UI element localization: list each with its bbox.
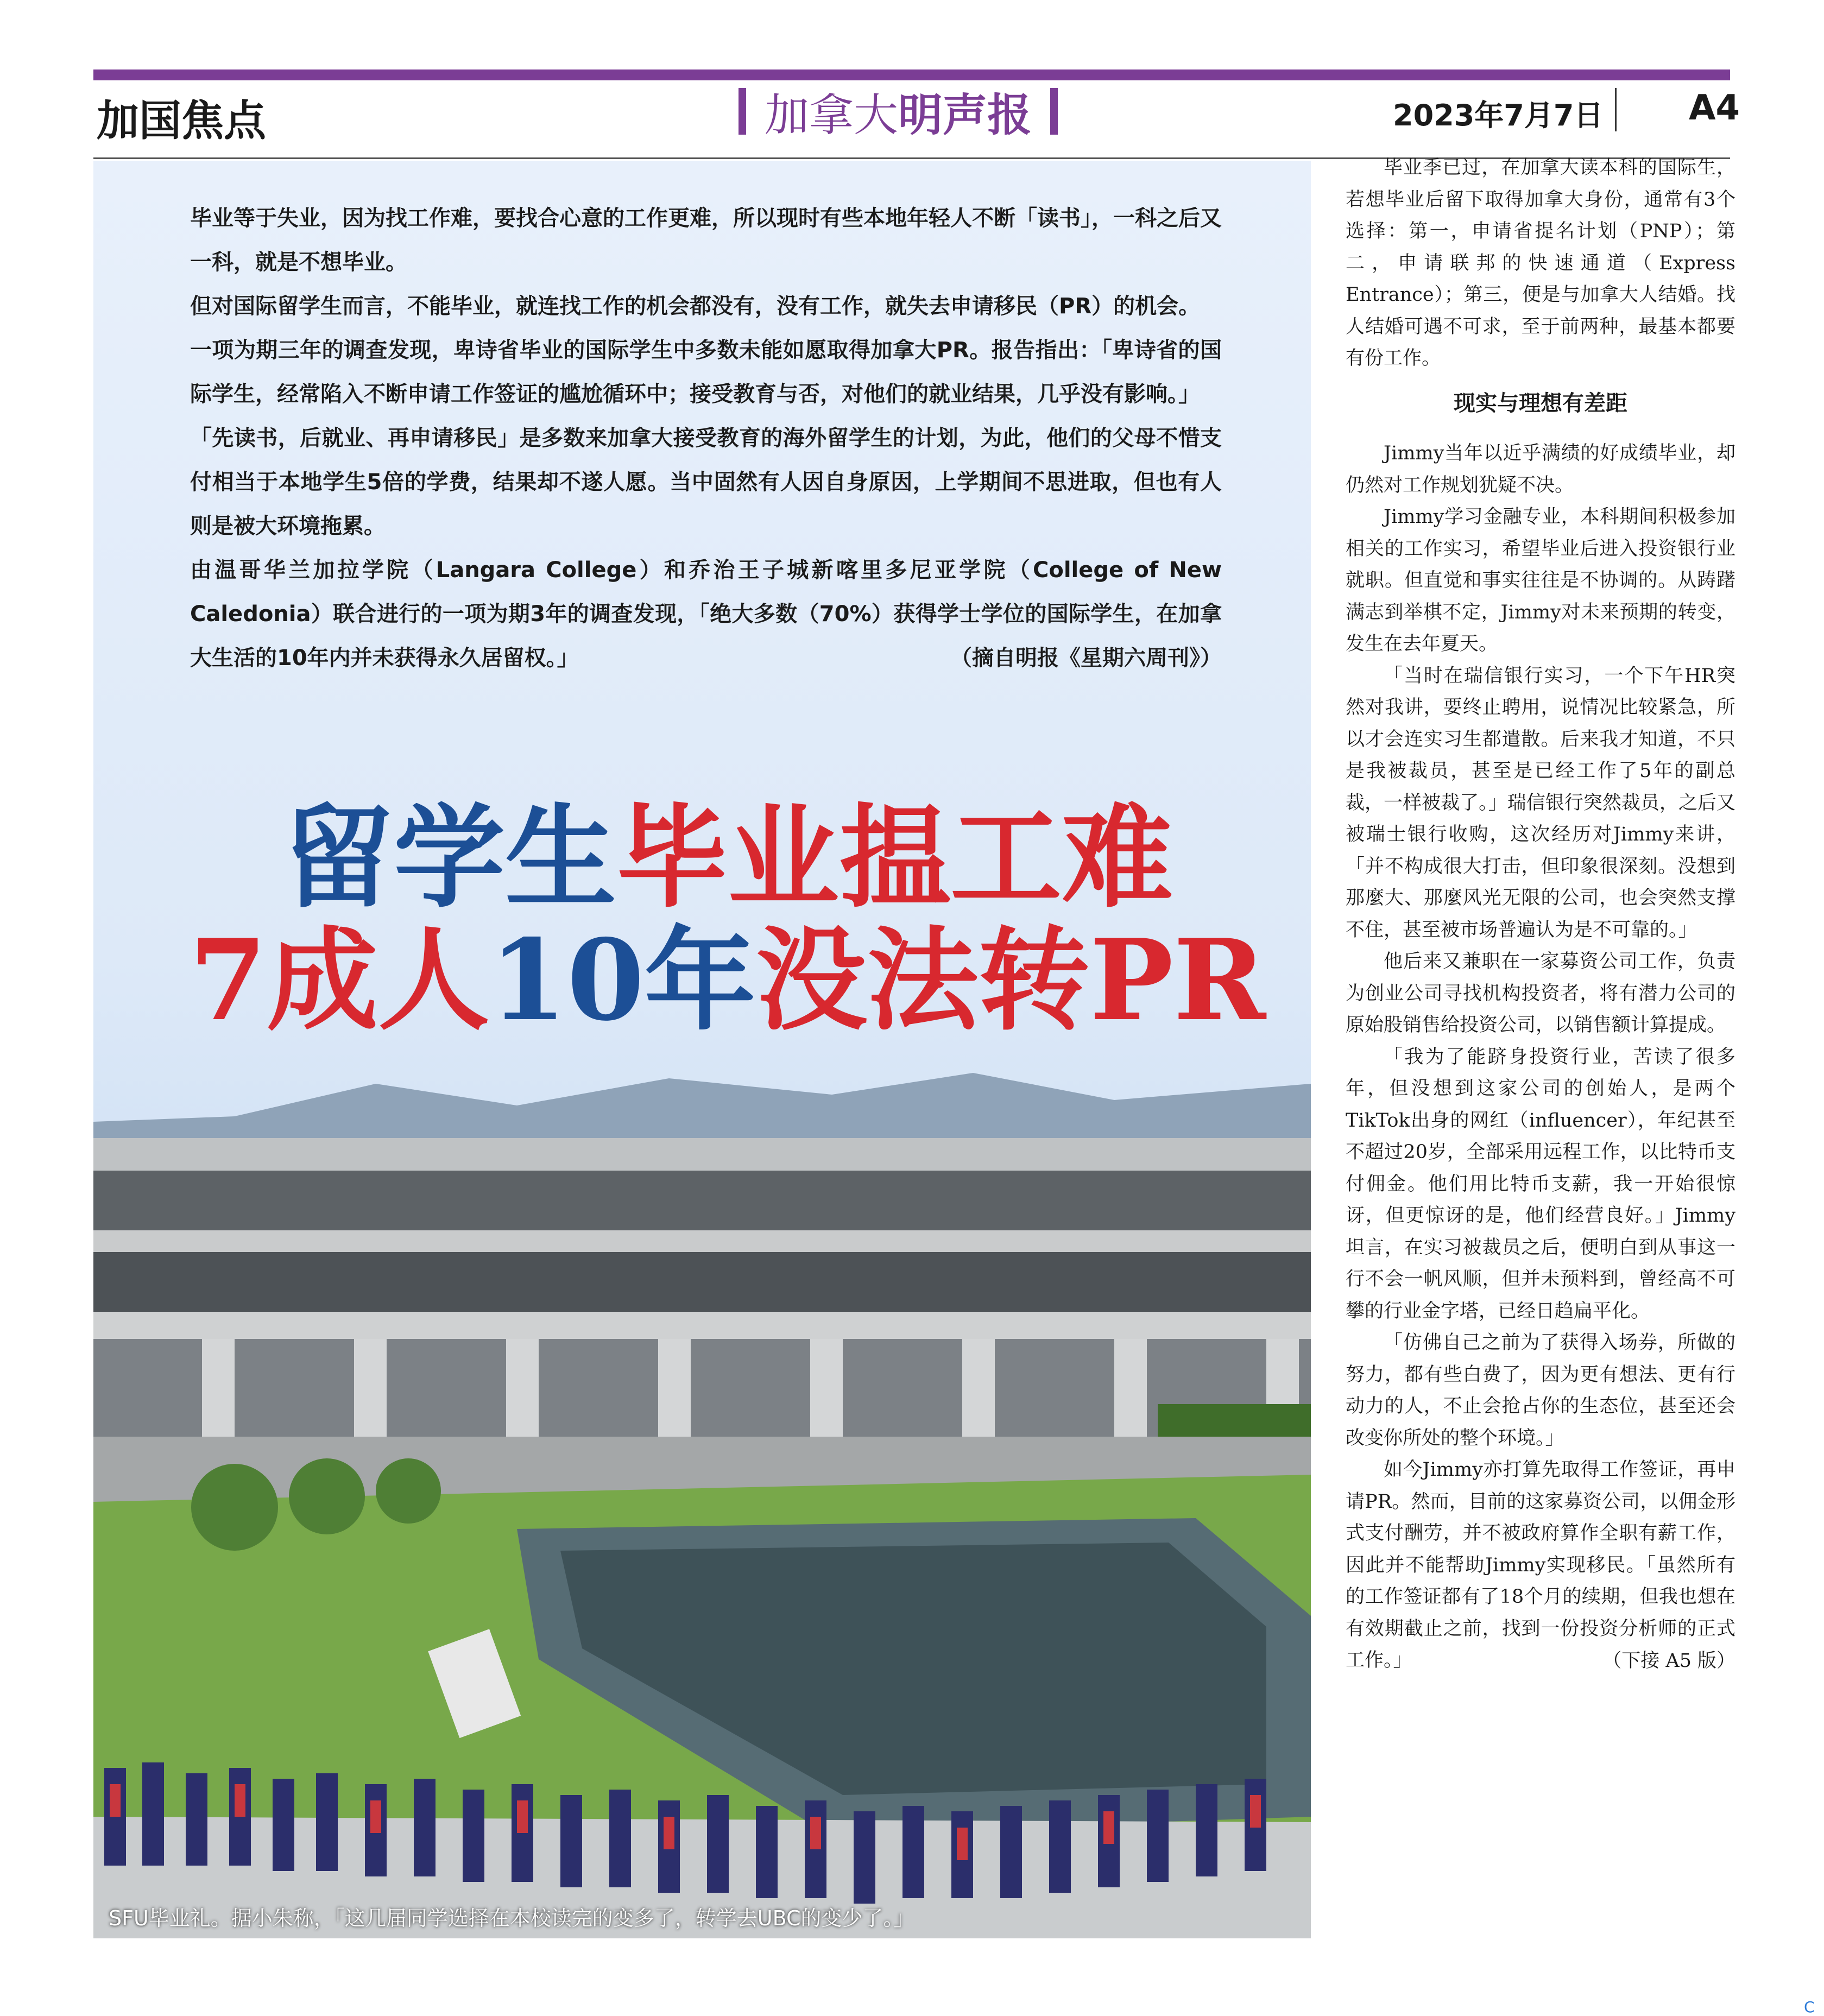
intro-paragraph: 「先读书，后就业、再申请移民」是多数来加拿大接受教育的海外留学生的计划，为此，他们的父母不惜支付相当于本地学生5倍的学费，结果却不遂人愿。当中固然有人因自身原因，上学期间不思进取，但也有人则是被大环境拖累。 xyxy=(190,426,1222,539)
intro-paragraph: 一项为期三年的调查发现，卑诗省毕业的国际学生中多数未能如愿取得加拿大PR。报告指出：「卑诗省的国际学生，经常陷入不断申请工作签证的尴尬循环中；接受教育与否，对他们的就业结果，几乎没有影响。」 xyxy=(190,338,1222,407)
headline-line-1 xyxy=(185,793,1271,923)
headline xyxy=(185,793,1271,1046)
intro-paragraph: 但对国际留学生而言，不能毕业，就连找工作的机会都没有，没有工作，就失去申请移民（PR）的机会。 xyxy=(190,294,1201,319)
sidebar-column xyxy=(1346,152,1735,1677)
brand-name xyxy=(765,80,1032,143)
headline-red-2a: 7成人 xyxy=(189,915,490,1046)
sidebar-paragraph: Jimmy当年以近乎满绩的好成绩毕业，却仍然对工作规划犹疑不决。 xyxy=(1346,443,1735,496)
masthead-bar-left xyxy=(739,88,746,135)
masthead-bar-right xyxy=(1050,88,1058,135)
header-divider xyxy=(1615,88,1617,131)
headline-blue-1: 留学生 xyxy=(282,793,616,923)
sidebar-paragraph: Jimmy学习金融专业，本科期间积极参加相关的工作实习，希望毕业后进入投资银行业就职。但直觉和事实往往是不协调的。从踌躇满志到举棋不定，Jimmy对未来预期的转变，发生在去年夏天。 xyxy=(1346,506,1735,655)
corner-mark: C xyxy=(1804,1998,1815,2016)
brand-bold: 明声报 xyxy=(898,89,1032,141)
intro-source: （摘自明报《星期六周刊》） xyxy=(950,646,1222,671)
section-title: 加国焦点 xyxy=(97,96,267,146)
sidebar-paragraph: 「仿佛自己之前为了获得入场券，所做的努力，都有些白费了，因为更有想法、更有行动力的人，不止会抢占你的生态位，甚至还会改变你所处的整个环境。」 xyxy=(1346,1332,1735,1449)
headline-blue-2: 10年 xyxy=(489,915,756,1046)
sidebar-paragraph: 他后来又兼职在一家募资公司工作，负责为创业公司寻找机构投资者，将有潜力公司的原始股销售给投资公司，以销售额计算提成。 xyxy=(1346,951,1735,1036)
sidebar-paragraph: 毕业季已过，在加拿大读本科的国际生，若想毕业后留下取得加拿大身份，通常有3个选择：第一，申请省提名计划（PNP）；第二，申请联邦的快速通道（Express Entrance）；第三，便是与加拿大人结婚。找人结婚可遇不可求，至于前两种，最基本都要有份工作。 xyxy=(1346,157,1735,369)
sidebar-paragraph: 如今Jimmy亦打算先取得工作签证，再申请PR。然而，目前的这家募资公司，以佣金形式支付酬劳，并不被政府算作全职有薪工作，因此并不能帮助Jimmy实现移民。「虽然所有的工作签证都有了18个月的续期，但我也想在有效期截止之前，找到一份投资分析师的正式工作。」 xyxy=(1346,1459,1735,1671)
page-number: A4 xyxy=(1689,88,1740,128)
intro-paragraph: 由温哥华兰加拉学院（Langara College）和乔治王子城新喀里多尼亚学院（College of New Caledonia）联合进行的一项为期3年的调查发现，「绝大多数（70%）获得学士学位的国际学生，在加拿大生活的10年内并未获得永久居留权。」 xyxy=(190,558,1222,671)
sidebar-paragraph: 「我为了能跻身投资行业，苦读了很多年，但没想到这家公司的创始人，是两个TikTok出身的网红（influencer），年纪甚至不超过20岁，全部采用远程工作，以比特币支付佣金。他们用比特币支薪，我一开始很惊讶，但更惊讶的是，他们经营良好。」Jimmy坦言，在实习被裁员之后，便明白到从事这一行不会一帆风顺，但并未预料到，曾经高不可攀的行业金字塔，已经日趋扁平化。 xyxy=(1346,1046,1735,1322)
headline-red-2b: 没法转PR xyxy=(755,915,1266,1046)
photo-caption: SFU毕业礼。据小朱称，「这几届同学选择在本校读完的变多了，转学去UBC的变少了。」 xyxy=(109,1906,914,1930)
sidebar-subhead: 现实与理想有差距 xyxy=(1454,390,1627,416)
top-rule xyxy=(93,69,1730,80)
continued-note: （下接 A5 版） xyxy=(1602,1650,1735,1672)
masthead xyxy=(739,81,1058,141)
intro-text xyxy=(190,197,1222,680)
issue-date: 2023年7月7日 xyxy=(1393,98,1604,132)
headline-red-1: 毕业揾工难 xyxy=(616,793,1173,923)
brand-light: 加拿大 xyxy=(765,89,899,141)
sidebar-paragraph: 「当时在瑞信银行实习，一个下午HR突然对我讲，要终止聘用，说情况比较紧急，所以才会连实习生都遣散。后来我才知道，不只是我被裁员，甚至是已经工作了5年的副总裁，一样被裁了。」瑞信银行突然裁员，之后又被瑞士银行收购，这次经历对Jimmy来讲，「并不构成很大打击，但印象很深刻。没想到那麼大、那麼风光无限的公司，也会突然支撑不住，甚至被市场普遍认为是不可靠的。」 xyxy=(1346,665,1735,941)
headline-line-2 xyxy=(185,915,1271,1046)
intro-paragraph: 毕业等于失业，因为找工作难，要找合心意的工作更难，所以现时有些本地年轻人不断「读书」，一科之后又一科，就是不想毕业。 xyxy=(190,206,1222,275)
